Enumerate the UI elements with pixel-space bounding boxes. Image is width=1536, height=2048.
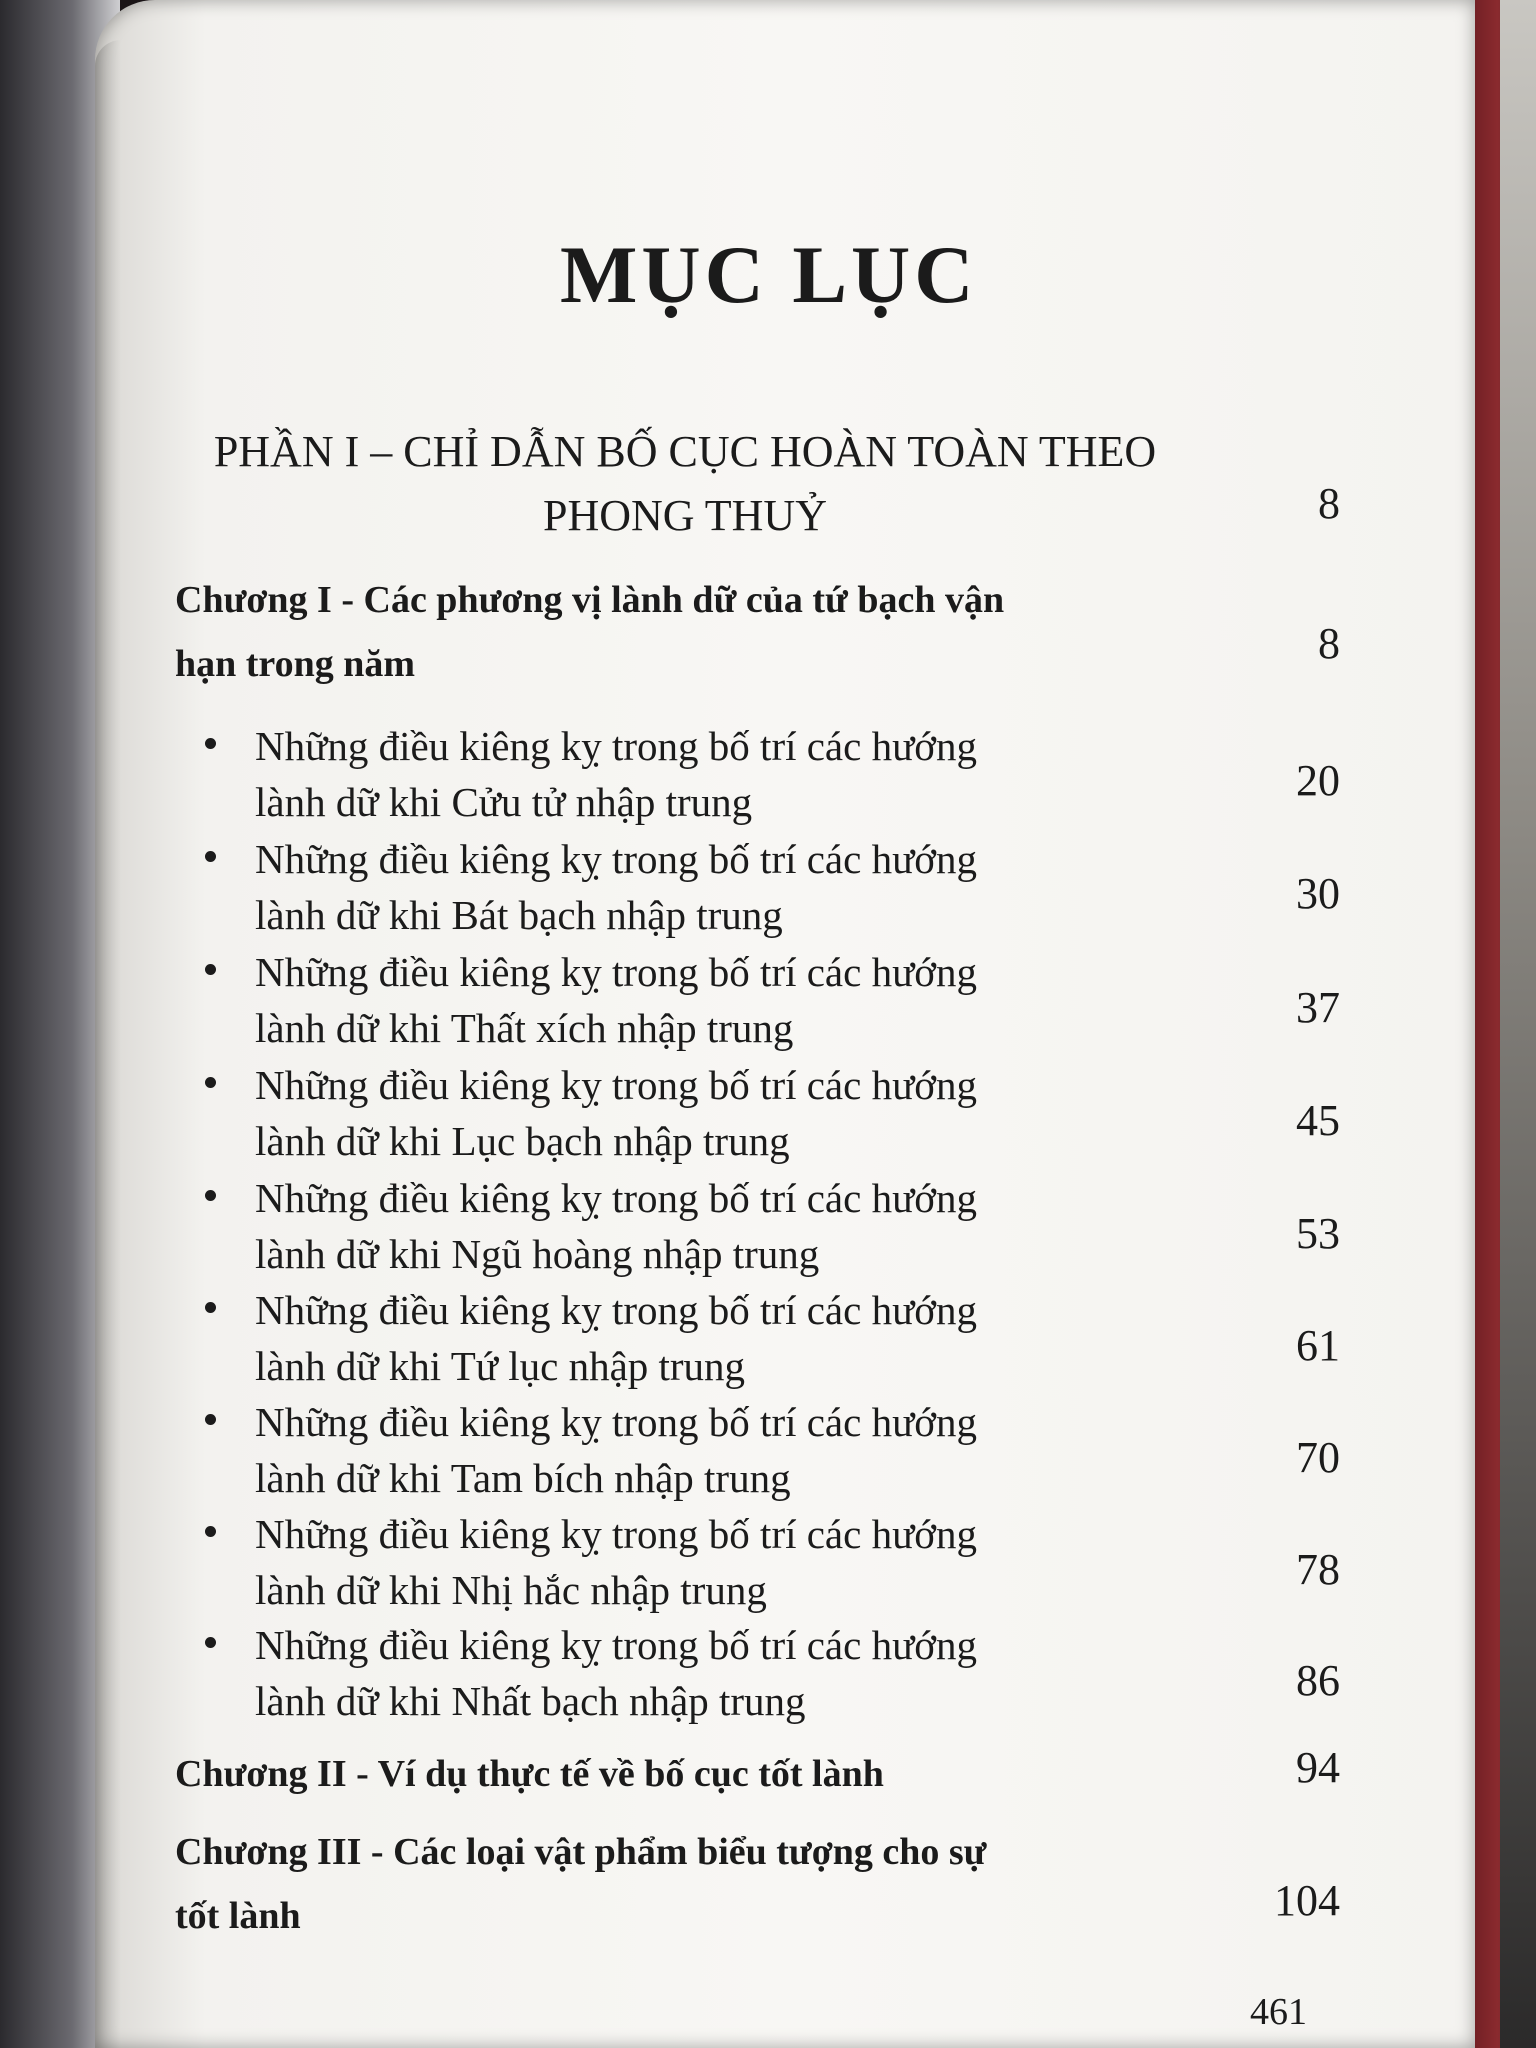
list-item-line1: Những điều kiêng kỵ trong bố trí các hướng: [255, 1511, 977, 1557]
list-item-line2: lành dữ khi Lục bạch nhập trung: [255, 1118, 790, 1164]
item-page-number: 53: [1296, 1209, 1340, 1258]
footer-page-number: 461: [1250, 1991, 1307, 2033]
list-item-line2: lành dữ khi Nhị hắc nhập trung: [255, 1567, 767, 1613]
list-item-line2: lành dữ khi Tứ lục nhập trung: [255, 1343, 746, 1389]
list-item-line2: lành dữ khi Bát bạch nhập trung: [255, 892, 783, 938]
bullet-icon: [205, 738, 216, 749]
part-heading-line1: PHẦN I – CHỈ DẪN BỐ CỤC HOÀN TOÀN THEO: [213, 427, 1157, 476]
item-page-number: 45: [1296, 1096, 1340, 1145]
bullet-icon: [205, 1414, 216, 1425]
list-item-line2: lành dữ khi Thất xích nhập trung: [255, 1005, 794, 1051]
bullet-icon: [205, 1077, 216, 1088]
list-item-line1: Những điều kiêng kỵ trong bố trí các hướng: [255, 1622, 977, 1668]
chapter3-heading: [175, 1820, 1215, 1948]
chapter2-heading: [175, 1742, 1215, 1806]
bullet-icon: [205, 964, 216, 975]
list-item-line2: lành dữ khi Tam bích nhập trung: [255, 1455, 791, 1501]
chapter1-heading: [175, 568, 1215, 696]
part-page-number: 8: [1318, 479, 1340, 528]
item-page-number: 78: [1296, 1545, 1340, 1594]
list-item-line2: lành dữ khi Ngũ hoàng nhập trung: [255, 1231, 820, 1277]
chapter1-line2: hạn trong năm: [175, 643, 416, 685]
item-page-number: 30: [1296, 869, 1340, 918]
list-item-line1: Những điều kiêng kỵ trong bố trí các hướng: [255, 1399, 977, 1445]
item-page-number: 86: [1296, 1656, 1340, 1705]
chapter2-line1: Chương II - Ví dụ thực tế về bố cục tốt lành: [175, 1753, 884, 1795]
bullet-icon: [205, 1526, 216, 1537]
page-curl-shadow: [95, 40, 121, 2048]
item-page-number: 37: [1296, 983, 1340, 1032]
list-item-line1: Những điều kiêng kỵ trong bố trí các hướng: [255, 836, 977, 882]
list-item-line1: Những điều kiêng kỵ trong bố trí các hướng: [255, 1062, 977, 1108]
chapter1-page-number: 8: [1318, 619, 1340, 668]
bullet-icon: [205, 851, 216, 862]
part-heading-line2: PHONG THUỶ: [543, 491, 827, 540]
bullet-icon: [205, 1190, 216, 1201]
list-item-line1: Những điều kiêng kỵ trong bố trí các hướng: [255, 1175, 977, 1221]
item-page-number: 70: [1296, 1433, 1340, 1482]
chapter3-page-number: 104: [1274, 1876, 1340, 1925]
item-page-number: 61: [1296, 1321, 1340, 1370]
list-item-line2: lành dữ khi Cửu tử nhập trung: [255, 779, 753, 825]
background-right: [1500, 0, 1536, 2048]
chapter3-line2: tốt lành: [175, 1895, 301, 1937]
part-heading: [205, 420, 1165, 548]
bullet-icon: [205, 1302, 216, 1313]
page-title: MỤC LỤC: [560, 229, 978, 320]
list-item-line1: Những điều kiêng kỵ trong bố trí các hướng: [255, 1287, 977, 1333]
chapter1-line1: Chương I - Các phương vị lành dữ của tứ bạch vận: [175, 579, 1005, 621]
bullet-icon: [205, 1637, 216, 1648]
list-item-line1: Những điều kiêng kỵ trong bố trí các hướng: [255, 723, 977, 769]
list-item-line2: lành dữ khi Nhất bạch nhập trung: [255, 1678, 806, 1724]
item-page-number: 20: [1296, 756, 1340, 805]
chapter2-page-number: 94: [1296, 1743, 1340, 1792]
list-item-line1: Những điều kiêng kỵ trong bố trí các hướng: [255, 949, 977, 995]
chapter3-line1: Chương III - Các loại vật phẩm biểu tượng cho sự: [175, 1831, 987, 1873]
